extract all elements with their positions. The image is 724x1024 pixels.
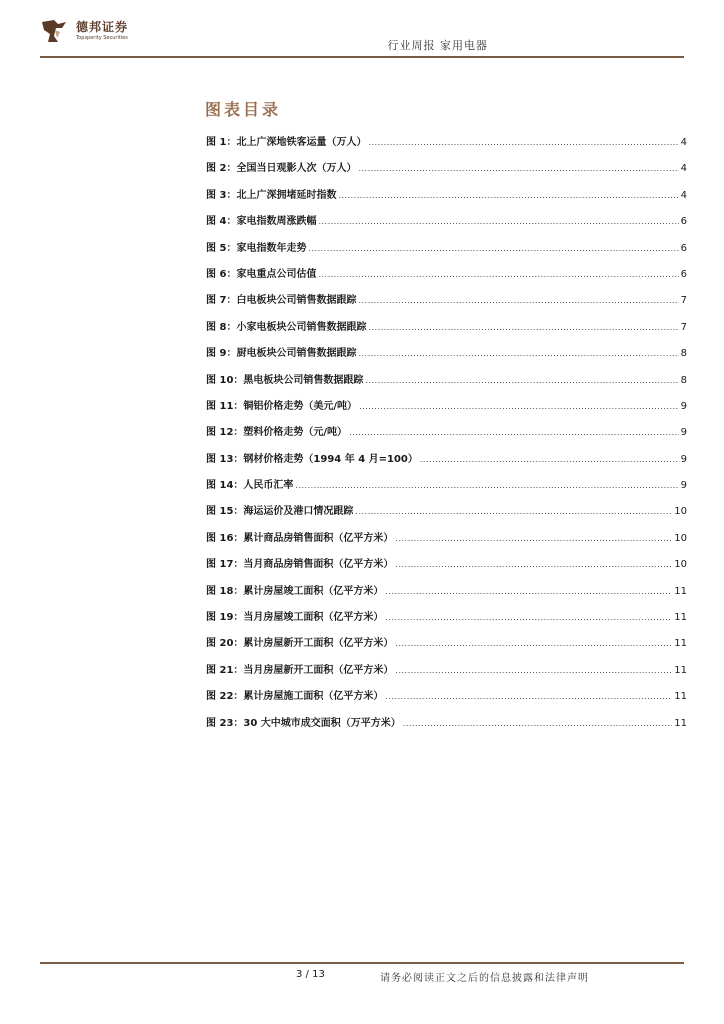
toc-entry-label: 图 21：当月房屋新开工面积（亿平方米） [206,664,394,676]
toc-entry[interactable] [206,502,687,528]
toc-entry[interactable] [206,423,687,449]
toc-entry-label: 图 14：人民币汇率 [206,480,294,492]
toc-entry-page: 8 [680,374,687,386]
toc-leader-dots [358,296,678,305]
toc-leader-dots [349,428,679,437]
toc-entry-label: 图 15：海运运价及港口情况跟踪 [206,506,354,518]
toc-leader-dots [368,323,678,332]
toc-entry-page: 11 [674,717,687,729]
toc-entry[interactable] [206,159,687,185]
toc-entry-page: 10 [674,532,687,544]
toc-leader-dots [395,534,672,543]
toc-entry-label: 图 1：北上广深地铁客运量（万人） [206,137,367,148]
toc-entry-label: 图 23：30 大中城市成交面积（万平方米） [206,717,401,729]
toc-entry-page: 4 [680,137,687,148]
toc-entry-page: 4 [680,163,687,175]
toc-entry-label: 图 22：累计房屋施工面积（亿平方米） [206,691,384,703]
toc-list [206,133,687,740]
toc-entry-label: 图 20：累计房屋新开工面积（亿平方米） [206,638,394,650]
company-name-cn: 德邦证券 [76,20,129,34]
toc-leader-dots [385,613,672,622]
company-name-en: Topsperity Securities [76,35,128,41]
toc-entry[interactable] [206,239,687,265]
toc-entry[interactable] [206,318,687,344]
toc-entry[interactable] [206,291,687,317]
toc-leader-dots [368,138,678,147]
toc-entry-label: 图 4：家电指数周涨跌幅 [206,216,317,228]
toc-entry-page: 11 [674,691,687,703]
toc-leader-dots [403,719,672,728]
toc-entry-label: 图 5：家电指数年走势 [206,242,307,254]
toc-entry[interactable] [206,634,687,660]
toc-entry-label: 图 13：钢材价格走势（1994 年 4 月=100） [206,453,418,465]
toc-entry-page: 4 [680,189,687,201]
toc-entry-label: 图 17：当月商品房销售面积（亿平方米） [206,559,394,571]
company-logo-icon [40,16,70,46]
toc-leader-dots [318,270,678,279]
toc-entry-page: 7 [680,321,687,333]
toc-leader-dots [358,164,678,173]
toc-entry[interactable] [206,582,687,608]
toc-entry-label: 图 7：白电板块公司销售数据跟踪 [206,295,357,307]
toc-entry-label: 图 2：全国当日观影人次（万人） [206,163,357,175]
toc-leader-dots [308,244,678,253]
toc-entry-page: 9 [680,480,687,492]
toc-leader-dots [358,349,678,358]
toc-leader-dots [385,692,672,701]
toc-entry[interactable] [206,265,687,291]
toc-entry[interactable] [206,397,687,423]
toc-entry-page: 8 [680,348,687,360]
toc-entry-page: 10 [674,506,687,518]
toc-entry[interactable] [206,371,687,397]
report-category: 行业周报 家用电器 [387,39,488,52]
toc-leader-dots [359,402,679,411]
toc-leader-dots [355,507,672,516]
toc-entry-page: 10 [674,559,687,571]
toc-leader-dots [318,217,678,226]
toc-entry[interactable] [206,714,687,740]
page-header [0,0,724,58]
toc-entry[interactable] [206,212,687,238]
toc-leader-dots [338,191,678,200]
toc-entry[interactable] [206,133,687,159]
toc-entry-label: 图 8：小家电板块公司销售数据跟踪 [206,321,367,333]
toc-entry-page: 6 [680,268,687,280]
toc-entry-page: 11 [674,638,687,650]
toc-entry-page: 9 [680,400,687,412]
toc-entry-page: 7 [680,295,687,307]
toc-leader-dots [295,481,678,490]
toc-leader-dots [395,666,672,675]
footer-page-number: 3 / 13 [296,969,325,980]
toc-entry[interactable] [206,608,687,634]
toc-entry[interactable] [206,687,687,713]
toc-entry-page: 11 [674,612,687,624]
header-divider [40,56,684,58]
toc-entry-label: 图 11：铜铝价格走势（美元/吨） [206,400,358,412]
toc-entry[interactable] [206,529,687,555]
toc-entry[interactable] [206,476,687,502]
toc-entry-page: 6 [680,216,687,228]
toc-entry[interactable] [206,450,687,476]
toc-leader-dots [395,560,672,569]
company-logo [40,16,140,46]
toc-entry-label: 图 16：累计商品房销售面积（亿平方米） [206,532,394,544]
toc-entry-label: 图 18：累计房屋竣工面积（亿平方米） [206,585,384,597]
toc-leader-dots [395,639,672,648]
toc-leader-dots [385,587,672,596]
toc-entry-page: 9 [680,453,687,465]
toc-entry-label: 图 19：当月房屋竣工面积（亿平方米） [206,612,384,624]
toc-entry-page: 11 [674,664,687,676]
toc-entry-label: 图 9：厨电板块公司销售数据跟踪 [206,348,357,360]
toc-title: 图表目录 [205,100,282,119]
toc-entry-label: 图 3：北上广深拥堵延时指数 [206,189,337,201]
toc-entry-page: 6 [680,242,687,254]
toc-entry-label: 图 10：黑电板块公司销售数据跟踪 [206,374,364,386]
toc-leader-dots [365,376,678,385]
toc-entry[interactable] [206,661,687,687]
toc-leader-dots [420,455,679,464]
toc-entry-page: 9 [680,427,687,439]
toc-entry-page: 11 [674,585,687,597]
toc-entry-label: 图 6：家电重点公司估值 [206,268,317,280]
toc-entry[interactable] [206,186,687,212]
footer-disclaimer: 请务必阅读正文之后的信息披露和法律声明 [380,973,589,984]
toc-entry[interactable] [206,555,687,581]
toc-entry-label: 图 12：塑料价格走势（元/吨） [206,427,348,439]
footer-divider [40,962,684,964]
toc-entry[interactable] [206,344,687,370]
